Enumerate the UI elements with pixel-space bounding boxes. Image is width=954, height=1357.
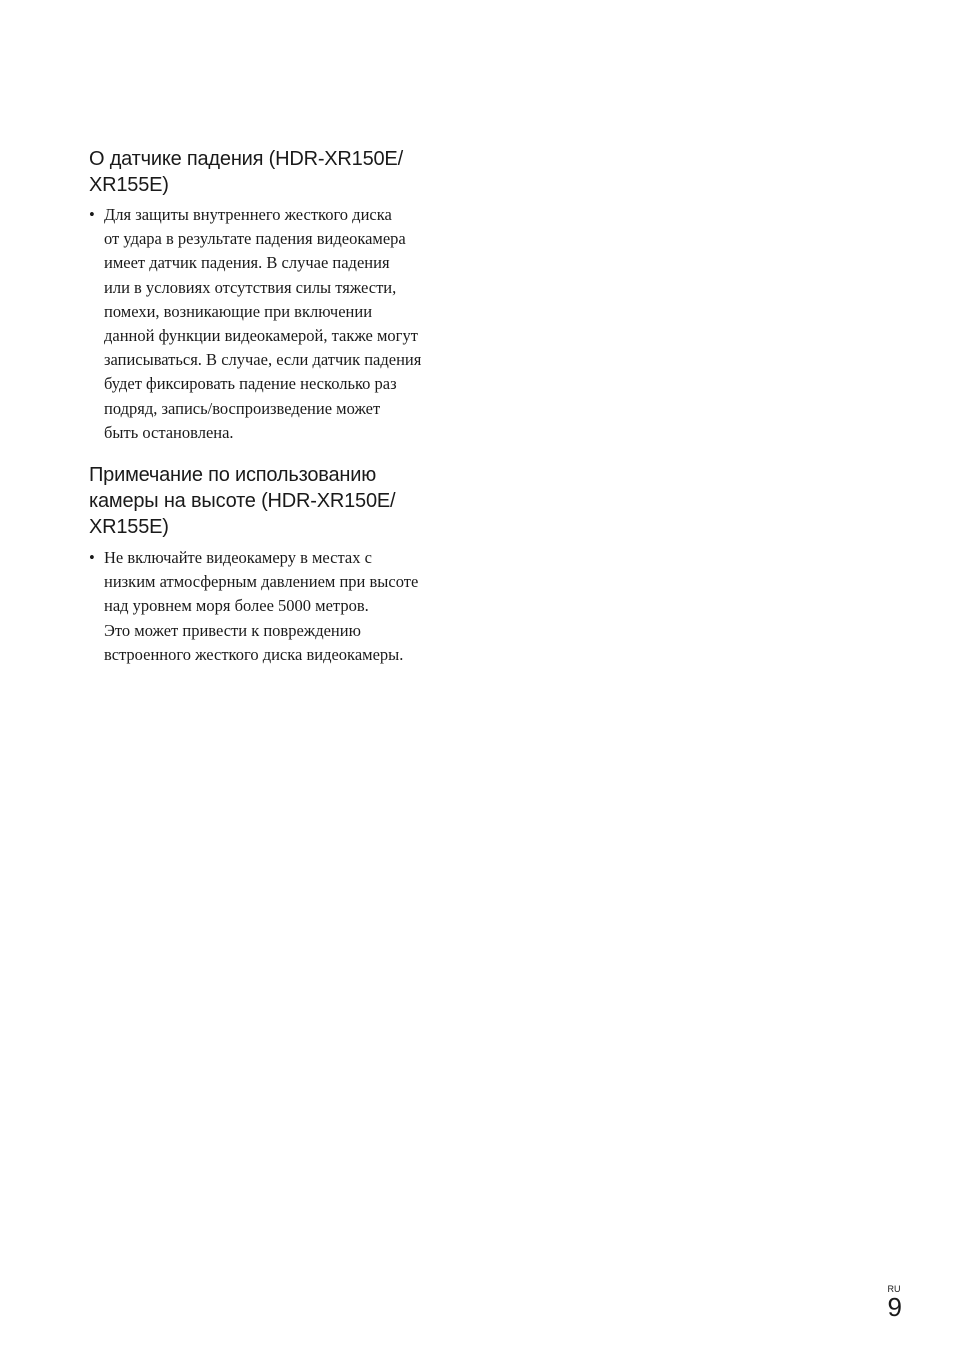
section-fall-sensor (89, 146, 469, 445)
section-high-altitude-note (89, 462, 469, 667)
heading-line: XR155E) (89, 516, 169, 538)
bullet-item (89, 546, 469, 667)
page-number-value: 9 (887, 1292, 902, 1322)
bullet-list (89, 203, 469, 445)
body-line: записываться. В случае, если датчик падения (104, 350, 422, 370)
section-heading (89, 146, 469, 198)
body-line: или в условиях отсутствия силы тяжести, (104, 277, 397, 297)
heading-line: О датчике падения (HDR-XR150E/ (89, 148, 403, 170)
page-number (888, 1284, 902, 1320)
body-line: Не включайте видеокамеру в местах с (104, 548, 372, 567)
heading-line: Примечание по использованию (89, 464, 377, 486)
bullet-item (89, 203, 469, 445)
body-line: Для защиты внутреннего жесткого диска (104, 205, 392, 224)
section-heading (89, 462, 469, 540)
heading-line: XR155E) (89, 174, 169, 196)
bullet-icon: • (89, 548, 95, 567)
body-line: имеет датчик падения. В случае падения (104, 253, 390, 273)
bullet-list (89, 546, 469, 667)
body-line: низким атмосферным давлением при высоте (104, 572, 419, 592)
body-line: встроенного жесткого диска видеокамеры. (104, 644, 404, 664)
bullet-icon: • (89, 205, 95, 224)
language-code: RU (887, 1284, 901, 1294)
heading-line: камеры на высоте (HDR-XR150E/ (89, 490, 396, 512)
body-line: помехи, возникающие при включении (104, 301, 373, 321)
body-line: Это может привести к повреждению (104, 620, 361, 640)
body-line: от удара в результате падения видеокамера (104, 229, 406, 249)
body-line: над уровнем моря более 5000 метров. (104, 596, 369, 616)
body-line: быть остановлена. (104, 422, 234, 442)
body-line: будет фиксировать падение несколько раз (104, 374, 397, 394)
body-line: подряд, запись/воспроизведение может (104, 398, 381, 418)
body-line: данной функции видеокамерой, также могут (104, 326, 418, 346)
